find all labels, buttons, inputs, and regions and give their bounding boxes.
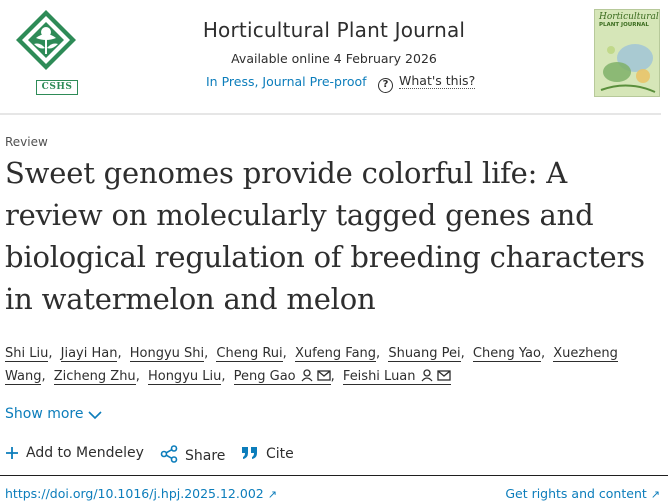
plus-icon	[5, 446, 19, 460]
availability-date: Available online 4 February 2026	[231, 51, 437, 66]
show-more-button[interactable]	[5, 406, 102, 422]
cite-button[interactable]	[241, 445, 294, 462]
author-name: Feishi Luan	[342, 369, 416, 384]
mendeley-label: Add to Mendeley	[26, 445, 144, 461]
external-link-icon: ↗	[650, 488, 660, 501]
cover-illustration-icon	[595, 10, 660, 97]
question-icon: ?	[378, 78, 393, 93]
external-link-icon: ↗	[267, 488, 277, 501]
share-button[interactable]	[160, 445, 225, 464]
header-divider	[0, 113, 661, 115]
add-to-mendeley-button[interactable]	[5, 445, 144, 461]
chevron-down-icon	[88, 410, 102, 420]
author-list: Shi Liu, Jiayi Han, Hongyu Shi, Cheng Rui, Xufeng Fang, Shuang Pei, Cheng Yao, Xuezheng Wang, Zicheng Zhu, Hongyu Liu, Peng Gao , Feishi Luan	[5, 346, 618, 384]
quote-icon	[241, 445, 259, 461]
author-name: Peng Gao	[233, 369, 296, 384]
author-link[interactable]: Xuezheng Wang	[5, 346, 618, 384]
doi-text: https://doi.org/10.1016/j.hpj.2025.12.002	[5, 486, 264, 501]
rights-text: Get rights and content	[505, 486, 647, 501]
person-email-icon	[301, 369, 331, 382]
journal-header	[0, 0, 668, 112]
show-more-label: Show more	[5, 406, 84, 422]
author-link[interactable]: Shuang Pei	[388, 346, 461, 361]
share-label: Share	[185, 448, 226, 464]
journal-title[interactable]: Horticultural Plant Journal	[202, 18, 466, 42]
rights-link[interactable]	[505, 486, 660, 501]
author-link[interactable]: Xufeng Fang	[294, 346, 377, 361]
doi-link[interactable]	[5, 486, 277, 501]
person-email-icon	[421, 369, 451, 382]
cite-label: Cite	[266, 446, 294, 462]
share-icon	[160, 445, 178, 463]
author-link[interactable]: Cheng Yao	[472, 346, 541, 361]
author-link[interactable]: Shi Liu	[5, 346, 49, 361]
author-link[interactable]: Jiayi Han	[60, 346, 118, 361]
logo-label: CSHS	[36, 80, 78, 95]
cover-subtitle: PLANT JOURNAL	[599, 22, 649, 28]
article-type: Review	[5, 135, 48, 149]
author-link[interactable]: Zicheng Zhu	[53, 369, 136, 384]
whats-this-label: What's this?	[399, 73, 476, 88]
journal-status-link[interactable]: In Press, Journal Pre-proof	[206, 74, 367, 89]
author-link[interactable]: Hongyu Shi	[129, 346, 205, 361]
journal-cover-image[interactable]	[594, 9, 660, 97]
author-link-corresponding[interactable]	[343, 369, 451, 385]
actions-divider	[0, 475, 668, 476]
cover-title: Horticultural	[599, 12, 659, 22]
article-title: Sweet genomes provide colorful life: A review on molecularly tagged genes and biological regulation of breeding characters in watermelon and melon	[5, 156, 645, 316]
author-link-corresponding[interactable]	[234, 369, 331, 385]
author-link[interactable]: Hongyu Liu	[147, 369, 222, 384]
author-link[interactable]: Cheng Rui	[216, 346, 283, 361]
whats-this-button[interactable]	[378, 73, 475, 93]
